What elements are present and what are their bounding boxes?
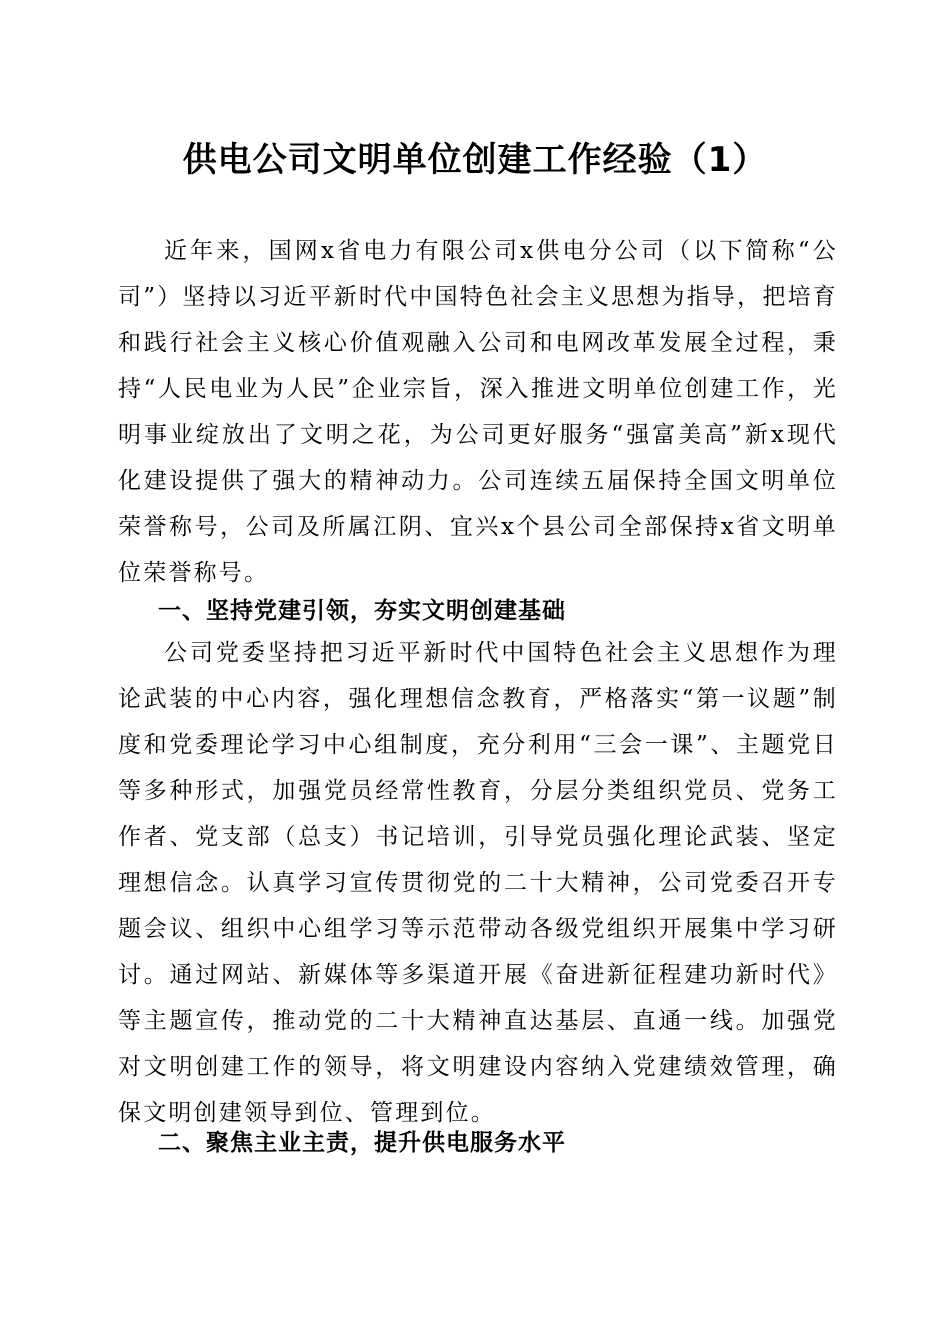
section-1-paragraph: 公司党委坚持把习近平新时代中国特色社会主义思想作为理论武装的中心内容，强化理想信念教育，严格落实“第一议题”制度和党委理论学习中心组制度，充分利用“三会一课”、主题党日等多种形式，加强党员经常性教育，分层分类组织党员、党务工作者、党支部（总支）书记培训，引导党员强化理论武装、坚定理想信念。认真学习宣传贯彻党的二十大精神，公司党委召开专题会议、组织中心组学习等示范带动各级党组织开展集中学习研讨。通过网站、新媒体等多渠道开展《奋进新征程建功新时代》等主题宣传，推动党的二十大精神直达基层、直通一线。加强党对文明创建工作的领导，将文明建设内容纳入党建绩效管理，确保文明创建领导到位、管理到位。 [118, 640, 838, 1126]
document-title: 供电公司文明单位创建工作经验（1） [182, 140, 768, 180]
section-heading-2: 二、聚焦主业主责，提升供电服务水平 [158, 1130, 566, 1156]
intro-paragraph: 近年来，国网x省电力有限公司x供电分公司（以下简称“公司”）坚持以习近平新时代中国特色社会主义思想为指导，把培育和践行社会主义核心价值观融入公司和电网改革发展全过程，秉持“人民电业为人民”企业宗旨，深入推进文明单位创建工作，光明事业绽放出了文明之花，为公司更好服务“强富美高”新x现代化建设提供了强大的精神动力。公司连续五届保持全国文明单位荣誉称号，公司及所属江阴、宜兴x个县公司全部保持x省文明单位荣誉称号。 [118, 238, 838, 586]
section-heading-1: 一、坚持党建引领，夯实文明创建基础 [158, 598, 566, 624]
